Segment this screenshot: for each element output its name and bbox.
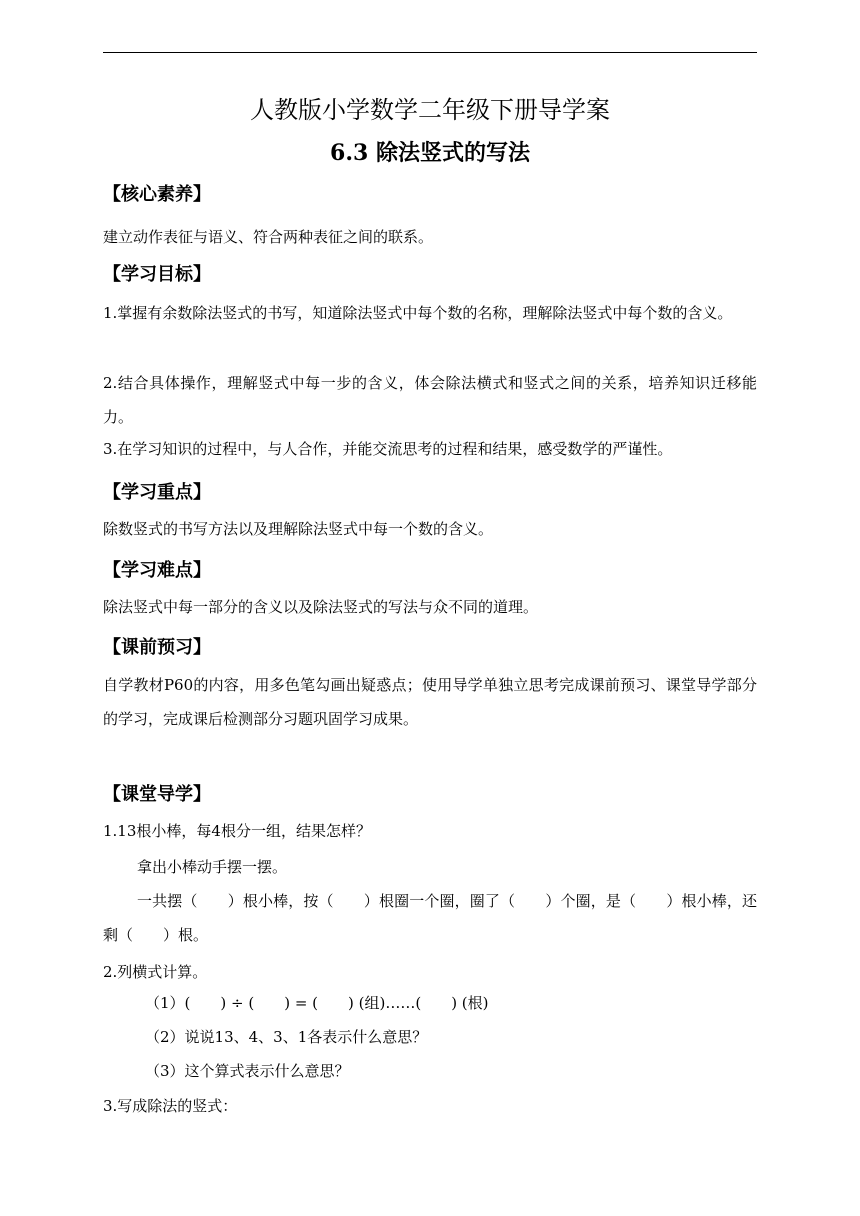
header-rule <box>103 52 757 53</box>
question-1: 1.13根小棒，每4根分一组，结果怎样？ <box>103 822 371 840</box>
preview-text: 自学教材P60的内容，用多色笔勾画出疑惑点；使用导学单独立思考完成课前预习、课堂导学部分的学习，完成课后检测部分习题巩固学习成果。 <box>103 676 757 728</box>
core-text: 建立动作表征与语义、符合两种表征之间的联系。 <box>103 228 434 246</box>
question-2: 2.列横式计算。 <box>103 963 208 981</box>
question-1-fill: 一共摆（ ）根小棒，按（ ）根圈一个圈，圈了（ ）个圈，是（ ）根小棒，还剩（ ）根。 <box>103 892 757 944</box>
goal-item: 2.结合具体操作，理解竖式中每一步的含义，体会除法横式和竖式之间的关系，培养知识迁移能力。 <box>103 374 757 426</box>
question-1-step: 拿出小棒动手摆一摆。 <box>137 858 288 876</box>
question-2-part-3: （3）这个算式表示什么意思？ <box>145 1062 350 1080</box>
preview-heading: 【课前预习】 <box>103 637 211 658</box>
doc-title: 人教版小学数学二年级下册导学案 <box>250 96 610 124</box>
goal-item: 3.在学习知识的过程中，与人合作，并能交流思考的过程和结果，感受数学的严谨性。 <box>103 440 673 458</box>
keypoint-text: 除数竖式的书写方法以及理解除法竖式中每一个数的含义。 <box>103 520 494 538</box>
lesson-title: 6.3 除法竖式的写法 <box>330 140 530 166</box>
difficulty-heading: 【学习难点】 <box>103 560 211 581</box>
difficulty-text: 除法竖式中每一部分的含义以及除法竖式的写法与众不同的道理。 <box>103 598 539 616</box>
question-3: 3.写成除法的竖式： <box>103 1097 238 1115</box>
keypoint-heading: 【学习重点】 <box>103 482 211 503</box>
class-heading: 【课堂导学】 <box>103 784 211 805</box>
goals-heading: 【学习目标】 <box>103 264 211 285</box>
question-2-part-1: （1）( ) ÷ ( ) = ( ) (组)……( ) (根) <box>145 994 489 1012</box>
goal-item: 1.掌握有余数除法竖式的书写，知道除法竖式中每个数的名称，理解除法竖式中每个数的含义。 <box>103 304 733 322</box>
question-2-part-2: （2）说说13、4、3、1各表示什么意思？ <box>145 1028 428 1046</box>
core-heading: 【核心素养】 <box>103 184 211 205</box>
